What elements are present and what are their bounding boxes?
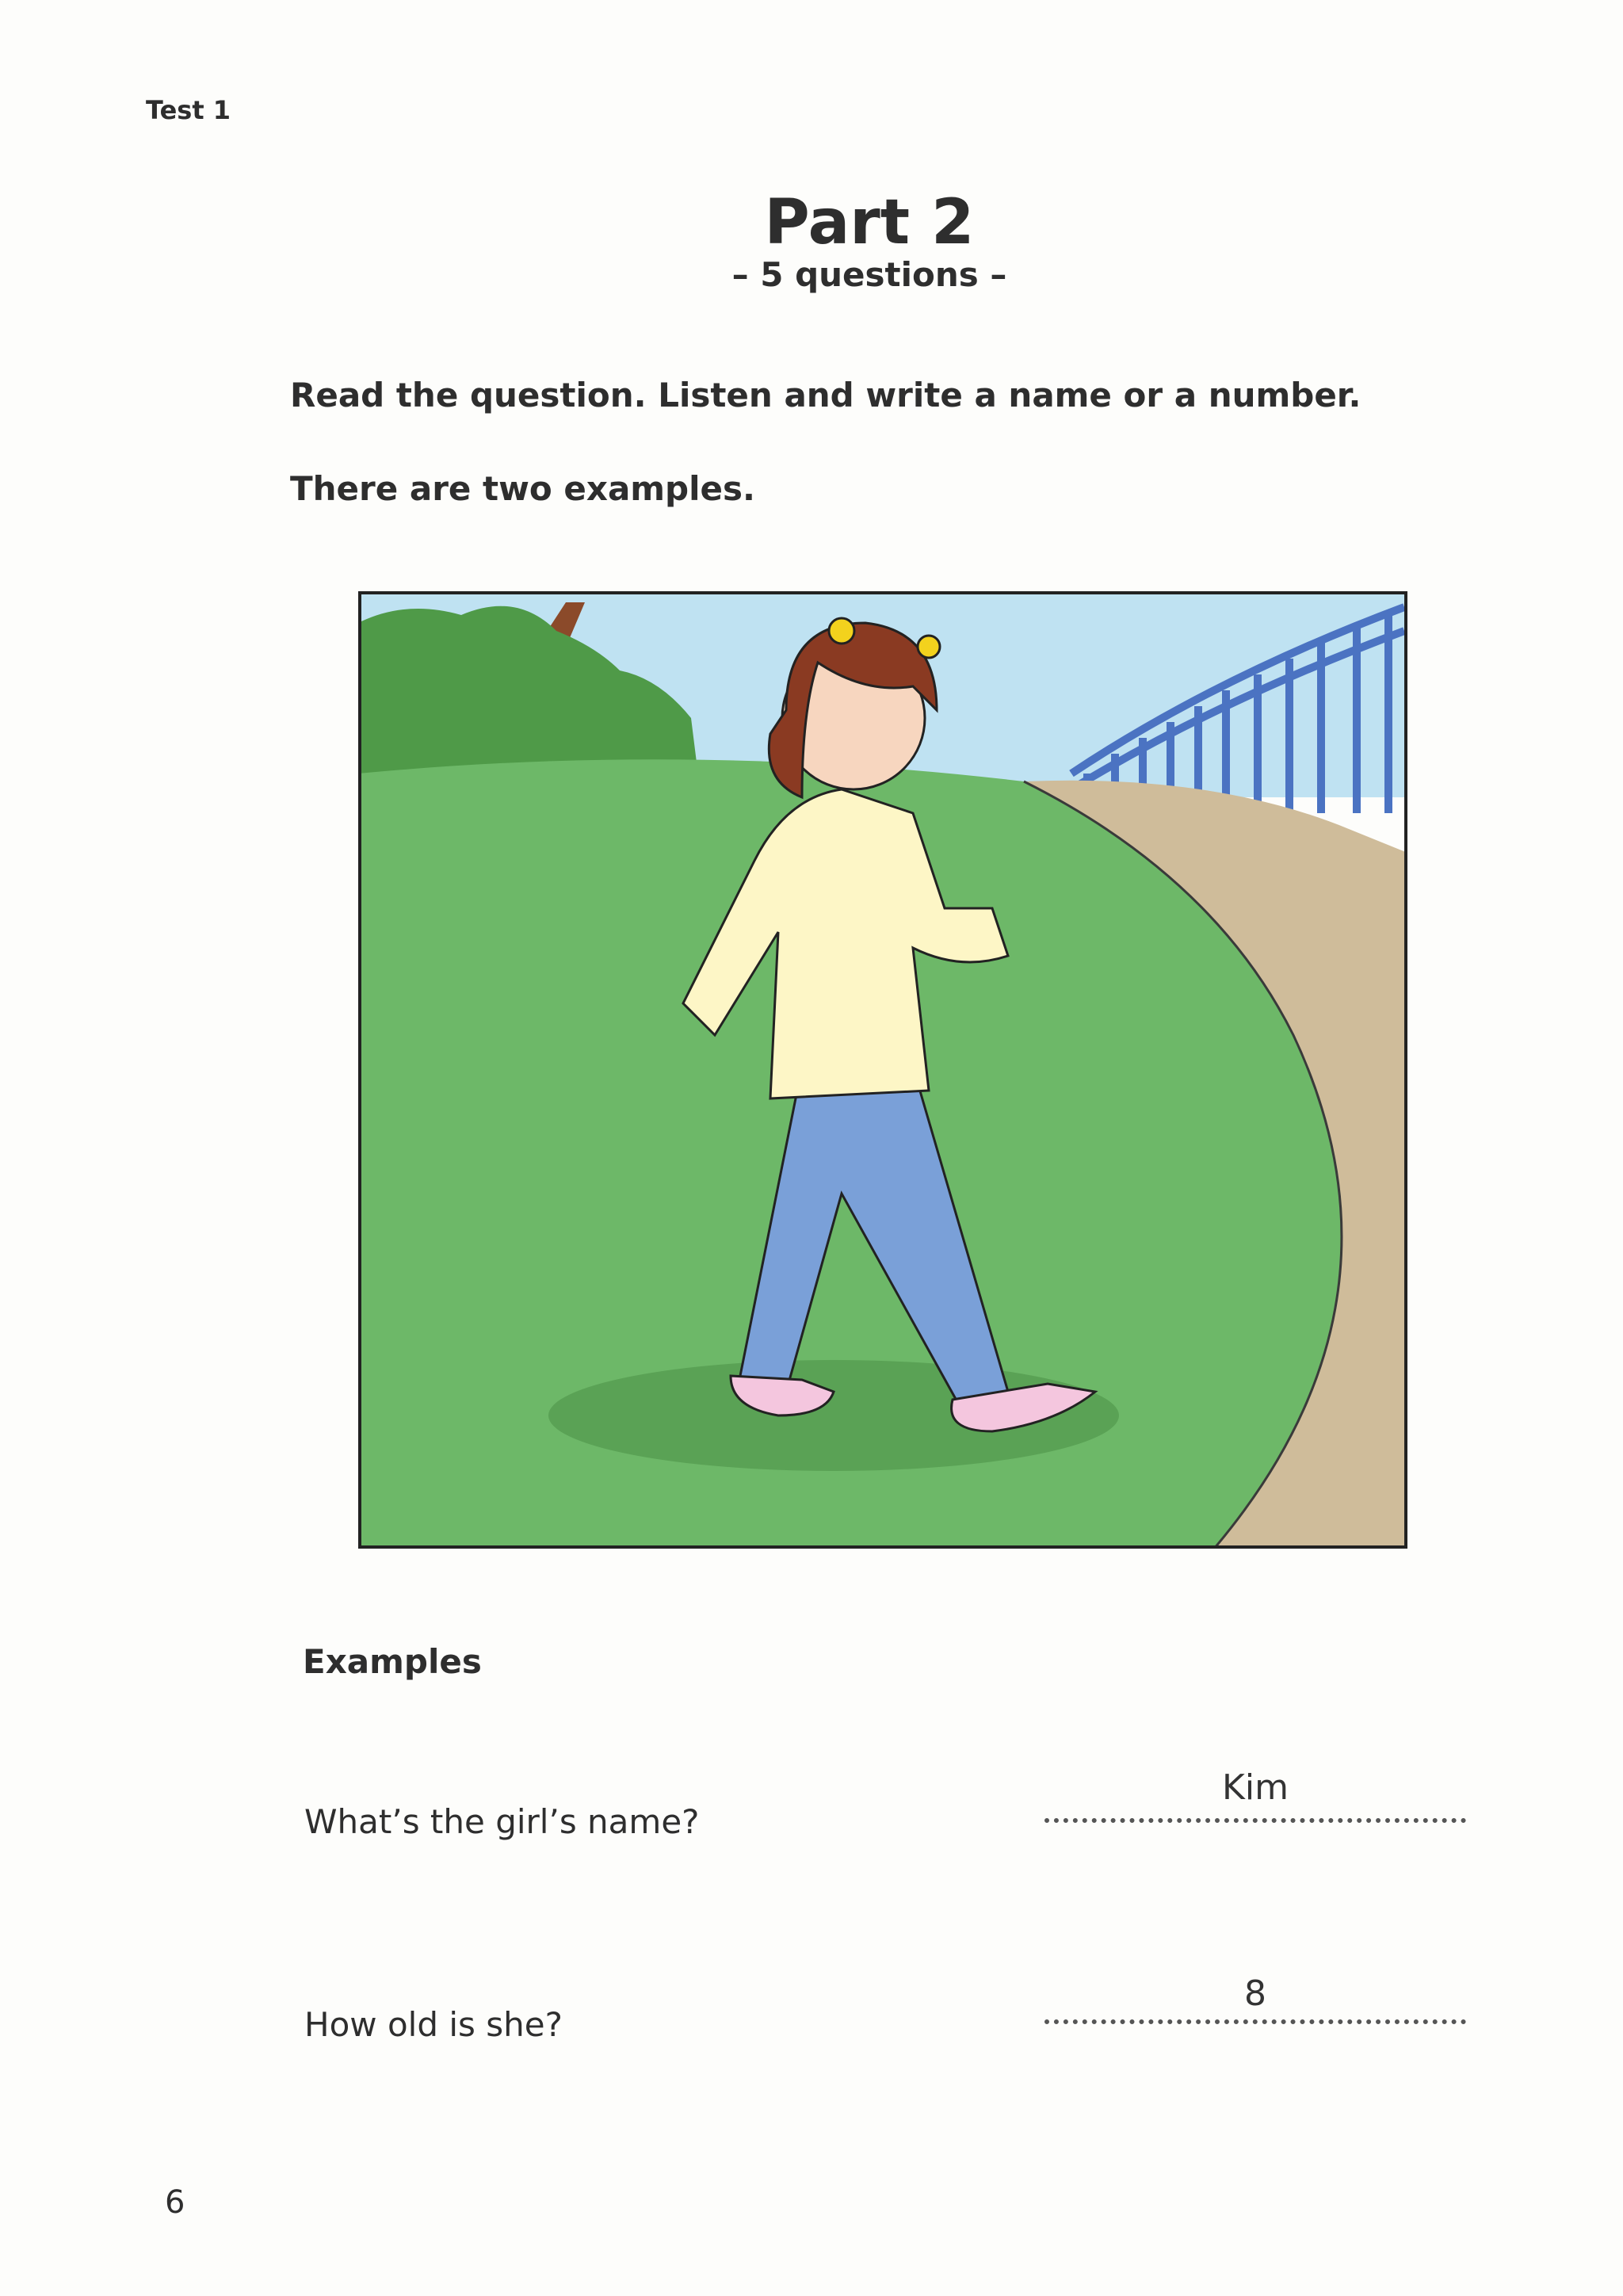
- examples-note: There are two examples.: [290, 469, 755, 508]
- part-subtitle: – 5 questions –: [731, 255, 1007, 294]
- instruction-text: Read the question. Listen and write a name or a number.: [290, 376, 1361, 415]
- girl-walking-illustration: [358, 591, 1407, 1549]
- examples-heading: Examples: [303, 1642, 482, 1681]
- page-number: 6: [165, 2184, 185, 2221]
- example-answer-age: 8: [1244, 1973, 1266, 2014]
- test-label: Test 1: [146, 95, 231, 125]
- example-answer-name: Kim: [1222, 1767, 1289, 1808]
- part-title: Part 2: [764, 187, 975, 258]
- example-question-name: What’s the girl’s name?: [304, 1802, 700, 1841]
- answer-line: [1044, 1818, 1466, 1823]
- example-question-age: How old is she?: [304, 2005, 563, 2044]
- answer-line: [1044, 2019, 1466, 2024]
